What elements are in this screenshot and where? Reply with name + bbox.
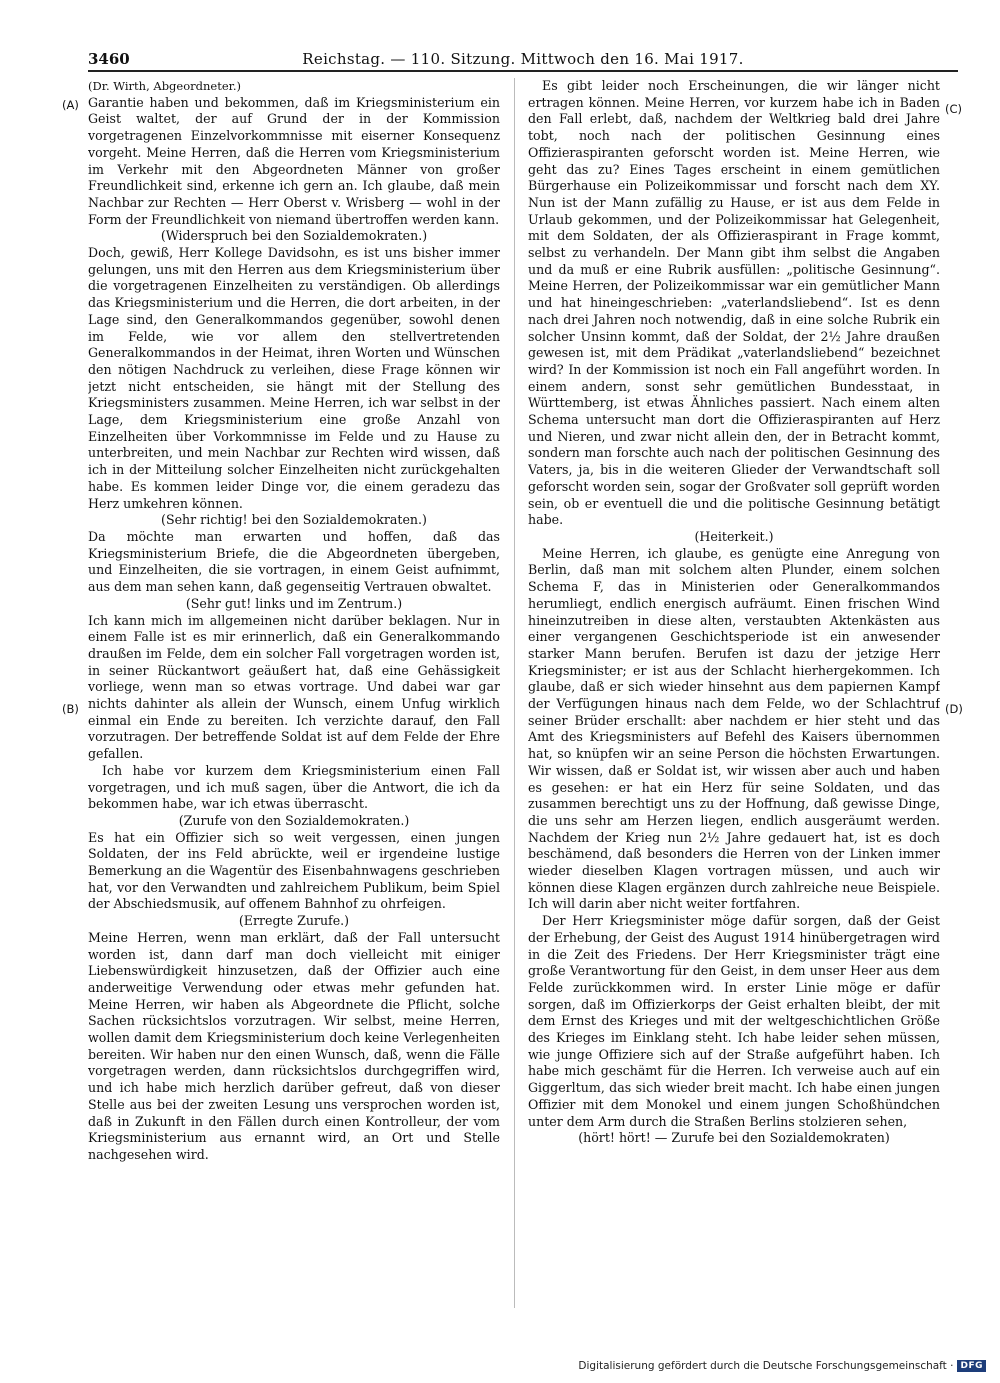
left-column [88, 78, 500, 1308]
paragraph: Ich habe vor kurzem dem Kriegsministerium einen Fall vorgetragen, und ich muß sagen, über die Antwort, die ich da bekommen habe, war ich etwas überrascht. [88, 762, 500, 812]
margin-marker-c: (C) [945, 102, 963, 116]
paragraph: Meine Herren, ich glaube, es genügte eine Anregung von Berlin, daß man mit solchem alten Plunder, einem solchen Schema F, das in Ministerien oder Generalkommandos herumliegt, endlich energisch aufräumt. Einen frischen Wind hineinzutreiben in diese alten, verstaubten Aktenkästen aus einer vergangenen Geschichtsperiode ist ein anwesender starker Mann berufen. Berufen ist dazu der jetzige Herr Kriegsminister; er ist aus der Schlacht hierhergekommen. Ich glaube, daß er sich wieder hinsehnt aus dem papiernen Kampf der Verfügungen hinaus nach dem Felde, wo der Schlachtruf seiner Brüder erschallt: aber nachdem er hier steht und das Amt des Kriegsministers auf Befehl des Kaisers übernommen hat, so knüpfen wir an seine Person die höchsten Erwartungen. Wir wissen, daß er Soldat ist, wir wissen aber auch und haben es gesehen: er hat ein Herz für seine Soldaten, und das zusammen berechtigt uns zu der Hoffnung, daß gewisse Dinge, die uns sehr am Herzen liegen, endlich ausgeräumt werden. Nachdem der Krieg nun 2½ Jahre gedauert hat, ist es doch beschämend, daß besonders die Herren von der Linken immer wieder dieselben Klagen vortragen müssen, und auch wir können diese Klagen ergänzen durch zahlreiche neue Beispiele. Ich will darin aber nicht weiter fortfahren. [528, 545, 940, 912]
paragraph: Ich kann mich im allgemeinen nicht darüber beklagen. Nur in einem Falle ist es mir erinnerlich, daß ein Generalkommando draußen im Felde, dem ein solcher Fall vorgetragen worden ist, in seiner Rückantwort geäußert hat, daß eine Gehässigkeit vorliege, wenn man so etwas vortrage. Und dabei war gar nichts dahinter als allein der Wunsch, einem Unfug wirklich einmal ein Ende zu bereiten. Ich verzichte darauf, den Fall vorzutragen. Der betreffende Soldat ist auf dem Felde der Ehre gefallen. [88, 612, 500, 762]
footer [578, 1360, 986, 1372]
interjection: (Sehr richtig! bei den Sozialdemokraten.) [161, 512, 427, 528]
interjection: (Zurufe von den Sozialdemokraten.) [178, 812, 410, 828]
interjection: (Heiterkeit.) [694, 528, 774, 544]
interjection: (hört! hört! — Zurufe bei den Sozialdemokraten) [578, 1130, 890, 1146]
interjection: (Widerspruch bei den Sozialdemokraten.) [160, 228, 428, 244]
page-header [88, 50, 958, 72]
paragraph: Der Herr Kriegsminister möge dafür sorgen, daß der Geist der Erhebung, der Geist des August 1914 hinübergetragen wird in die Zeit des Friedens. Der Herr Kriegsminister trägt eine große Verantwortung für den Geist, in dem unser Heer aus dem Felde zurückkommen wird. In erster Linie möge er dafür sorgen, daß im Offizierkorps der Geist erhalten bleibt, der mit dem Ernst des Krieges und mit der weltgeschichtlichen Größe des Krieges im Einklang steht. Ich habe leider sehen müssen, wie junge Offiziere sich auf der Straße aufgeführt haben. Ich habe mich geschämt für die Herren. Ich verweise auch auf ein Giggerltum, das sich wieder breit macht. Ich habe einen jungen Offizier mit dem Monokel und einem jungen Schoßhündchen unter dem Arm durch die Straßen Berlins stolzieren sehen, [528, 913, 940, 1129]
running-title: Reichstag. — 110. Sitzung. Mittwoch den 16. Mai 1917. [302, 50, 744, 68]
paragraph: Garantie haben und bekommen, daß im Kriegsministerium ein Geist waltet, der auf Grund der in der Kommission vorgetragenen Einzelvorkommnisse mit eiserner Konsequenz vorgeht. Meine Herren, daß die Herren vom Kriegsministerium im Verkehr mit den Abgeordneten Männer von großer Freundlichkeit sind, erkenne ich gern an. Ich glaube, daß mein Nachbar zur Rechten — Herr Oberst v. Wrisberg — wohl in der Form der Freundlichkeit von niemand übertroffen werden kann. [88, 94, 500, 227]
margin-marker-a: (A) [62, 98, 79, 112]
interjection: (Sehr gut! links und im Zentrum.) [185, 595, 403, 611]
paragraph: Da möchte man erwarten und hoffen, daß das Kriegsministerium Briefe, die die Abgeordneten übergeben, und Einzelheiten, die sie vortragen, in einem Geist aufnimmt, aus dem man sehen kann, daß gegenseitig Vertrauen obwaltet. [88, 528, 500, 595]
paragraph: Meine Herren, wenn man erklärt, daß der Fall untersucht worden ist, dann darf man doch vielleicht mit einiger Liebenswürdigkeit hinzusetzen, daß der Offizier auch eine anderweitige Verwendung oder etwas mehr gefunden hat. Meine Herren, wir haben als Abgeordnete die Pflicht, solche Sachen rücksichtslos vorzutragen. Wir selbst, meine Herren, wollen damit dem Kriegsministerium doch keine Verlegenheiten bereiten. Wir haben nur den einen Wunsch, daß, wenn die Fälle vorgetragen werden, dann rücksichtslos durchgegriffen wird, und ich habe mich herzlich darüber gefreut, daß von dieser Stelle aus bei der zweiten Lesung uns versprochen worden ist, daß in Zukunft in den Fällen durch einen Kontrolleur, der vom Kriegsministerium aus ernannt wird, an Ort und Stelle nachgesehen wird. [88, 929, 500, 1162]
footer-text: Digitalisierung gefördert durch die Deutsche Forschungsgemeinschaft · [578, 1360, 954, 1372]
speaker-label: (Dr. Wirth, Abgeordneter.) [88, 79, 242, 93]
right-column [528, 78, 940, 1308]
paragraph: Doch, gewiß, Herr Kollege Davidsohn, es ist uns bisher immer gelungen, uns mit den Herren aus dem Kriegsministerium über die vorgetragenen Einzelheiten zu verständigen. Ob allerdings das Kriegsministerium und die Herren, die dort arbeiten, in der Lage sind, den Generalkommandos gegenüber, sowohl denen im Felde, wie vor allem den stellvertretenden Generalkommandos in der Heimat, ihren Worten und Wünschen den nötigen Nachdruck zu verleihen, diese Frage können wir jetzt nicht entscheiden, sie hängt mit der Stellung des Kriegsministers zusammen. Meine Herren, ich war selbst in der Lage, dem Kriegsministerium eine große Anzahl von Einzelheiten über Vorkommnisse im Felde und zu Hause zu unterbreiten, und mein Nachbar zur Rechten wird wissen, daß ich in der Mitteilung solcher Einzelheiten nicht zurückgehalten habe. Es kommen leider Dinge vor, die einem geradezu das Herz umkehren können. [88, 245, 500, 511]
margin-marker-d: (D) [945, 702, 963, 716]
header-rule [88, 70, 958, 72]
interjection: (Erregte Zurufe.) [238, 913, 350, 929]
dfg-logo: DFG [957, 1360, 986, 1372]
page-number: 3460 [88, 50, 130, 68]
paragraph: Es hat ein Offizier sich so weit vergessen, einen jungen Soldaten, der ins Feld abrückte, weil er irgendeine lustige Bemerkung an die Wagentür des Eisenbahnwagens geschrieben hat, vor den Verwandten und zahlreichem Publikum, beim Spiel der Abschiedsmusik, auf offenem Bahnhof zu ohrfeigen. [88, 829, 500, 912]
margin-marker-b: (B) [62, 702, 79, 716]
paragraph: Es gibt leider noch Erscheinungen, die wir länger nicht ertragen können. Meine Herren, vor kurzem habe ich in Baden den Fall erlebt, daß, nachdem der Weltkrieg bald drei Jahre tobt, noch nach der politischen Gesinnung eines Offizieraspiranten geforscht worden ist. Meine Herren, wie geht das zu? Eines Tages erscheint in einem gemütlichen Bürgerhause ein Polizeikommissar und forscht nach dem XY. Nun ist der Mann zufällig zu Hause, er ist aus dem Felde in Urlaub gekommen, und der Polizeikommissar hat Gelegenheit, mit dem Soldaten, der als Offizieraspirant in Frage kommt, selbst zu verhandeln. Der Mann gibt ihm selbst die Angaben und da muß er eine Rubrik ausfüllen: „politische Gesinnung“. Meine Herren, der Polizeikommissar war ein gemütlicher Mann und hat hineingeschrieben: „vaterlandsliebend“. Ist es denn nach drei Jahren noch notwendig, daß in eine solche Rubrik ein solcher Unsinn kommt, daß der Soldat, der 2½ Jahre draußen gewesen ist, mit dem Prädikat „vaterlandsliebend“ bezeichnet wird? In der Kommission ist noch ein Fall angeführt worden. In einem andern, sonst sehr gemütlichen Bundesstaat, in Württemberg, ist etwas Ähnliches passiert. Nach einem alten Schema untersucht man dort die Offizieraspiranten auf Herz und Nieren, und zwar nicht allein den, der in Betracht kommt, sondern man forschte auch nach der politischen Gesinnung des Vaters, ja, bis in die weiteren Glieder der Verwandtschaft soll geforscht worden sein, sogar der Großvater soll geprüft worden sein, ob er eventuell die und die politische Gesinnung betätigt habe. [528, 78, 940, 528]
column-divider [514, 78, 515, 1308]
